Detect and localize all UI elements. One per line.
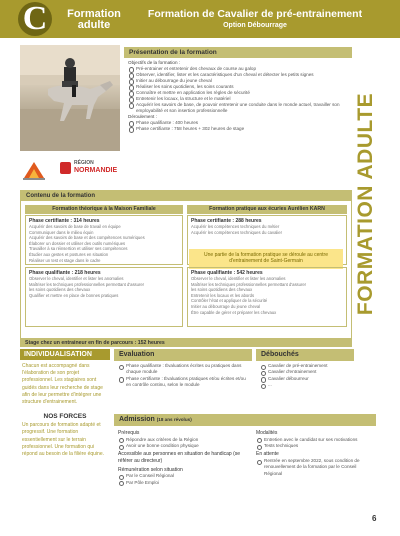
maison-familiale-logo [20, 158, 48, 182]
list-item: Cavalier de pré-entrainement [260, 363, 350, 369]
stage-bar: Stage chez un entraineur en fin de parcours : 152 heures [20, 338, 352, 347]
list-item: Avoir une bonne condition physique [118, 443, 246, 449]
list-item: Entretien avec le candidat sur ses motivations [256, 437, 372, 443]
objectifs-label: Objectifs de la formation : [128, 60, 181, 65]
list-item: Acquérir les savoirs de base, de pouvoir entretenir une conduite dans le monde actuel, travailler son employabilité et son insertion professionnelle [128, 102, 348, 114]
page-subtitle: Option Débourrage [223, 22, 287, 29]
page-number: 6 [372, 514, 377, 523]
list-item: ... [260, 382, 350, 388]
list-item: Observer, identifier, lister et les caractéristiques d'un cheval et détecter les petits signes [128, 72, 348, 78]
region-mark-icon [60, 162, 71, 174]
presentation-section [124, 47, 352, 132]
duree-label: Déroulement : [128, 114, 157, 119]
header-banner [0, 0, 400, 38]
debouches-section [256, 349, 354, 391]
list-item: Pré-entrainer et entretenir des chevaux de course au galop [128, 66, 348, 72]
contenu-title: Contenu de la formation [21, 191, 351, 201]
pratique-callout: Une partie de la formation pratique se déroule au centre d'entrainement de Saint-Germain [189, 249, 343, 269]
objectifs-list [128, 66, 348, 114]
debouches-title: Débouchés [256, 349, 354, 361]
vertical-label: FORMATION ADULTE [354, 92, 377, 316]
formation-adulte-label: Formation adulte [67, 8, 121, 31]
list-item: Connaître et mettre en application les règles de sécurité [128, 90, 348, 96]
list-item: Répondre aux critères de la Région [118, 437, 246, 443]
admission-section [114, 414, 376, 485]
col-head-theorique: Formation théorique à la Maison Familiale [25, 205, 183, 214]
list-item: Phase qualifiante : 400 heures [128, 120, 348, 126]
admission-col-left: Prérequis Répondre aux critères de la Région Avoir une bonne condition physique Accessible aux personnes en situation de handicap (se référer au directeur) Rémunération selon situation Par le Conseil Régional Par Pôle Emploi [118, 428, 246, 486]
list-item: Tests techniques [256, 443, 372, 449]
individualisation-title: INDIVIDUALISATION [20, 349, 110, 360]
c-logo: C [18, 2, 52, 36]
individualisation-text: Chacun est accompagné dans l'élaboration de son projet professionnel. Les stagiaires sont guidés dans leur recherche de stage afin de leur permettre d'intégrer une structure d'entrainement. [22, 363, 103, 406]
partner-logos [20, 156, 120, 184]
list-item: Rentrée en septembre 2022, sous condition de renouvellement de la formation par le Conseil Régional [256, 458, 372, 477]
list-item: Entretenir les locaux, la structure et le matériel [128, 96, 348, 102]
individualisation-section [20, 349, 110, 460]
list-item: Phase qualifiante : Évaluations écrites ou pratiques dans chaque module [118, 363, 248, 376]
forces-title: NOS FORCES [43, 413, 87, 421]
list-item: Par Pôle Emploi [118, 480, 246, 486]
presentation-title: Présentation de la formation [124, 47, 352, 58]
rider-horse-illustration [20, 45, 120, 151]
list-item: Réaliser les soins quotidiens, les soins courants [128, 84, 348, 90]
list-item: Initier au débourrage du jeune cheval [128, 78, 348, 84]
cell-pratique-certifiante: Phase certifiante : 288 heures Acquérir les compétences techniques du métier Acquérir les compétences techniques du cavalier [187, 215, 347, 265]
list-item: Cavalier d'entrainement [260, 369, 350, 375]
forces-text: Un parcours de formation adapté et progressif. Une formation essentiellement sur le terrain professionnel. Une formation qui répond au besoin de la filière équine. [22, 422, 105, 458]
rider-horse-photo [20, 45, 120, 151]
region-normandie-logo: RÉGION NORMANDIE [60, 160, 120, 180]
list-item: Phase certifiante : 758 heures + 302 heures de stage [128, 126, 348, 132]
contenu-section [20, 190, 352, 346]
cell-pratique-qualifiante: Phase qualifiante : 542 heures Observer le cheval, identifier et lister les anomalies Maîtriser les techniques professionnelles permettant d'assurer les soins quotidiens des chevaux Entretenir les locaux et les abords Contrôler l'état et appliquer de la sécurité Initier au débourrage du jeune cheval Être capable de gérer et préparer les chevaux [187, 267, 347, 327]
page-title: Formation de Cavalier de pré-entrainement [147, 8, 363, 20]
admission-col-right: Modalités Entretien avec le candidat sur ses motivations Tests techniques En attente Rentrée en septembre 2022, sous condition de renouvellement de la formation par le Conseil Régional [256, 428, 372, 477]
cell-theorique-certifiante: Phase certifiante : 314 heures Acquérir des savoirs de base de travail en équipe Communiquer dans le milieu équin Acquérir des savoirs de base et des compétences numériques Élaborer un dossier et utiliser des outils numériques Travailler à sa réinsertion et utiliser ses compétences Étudier aux gestes et postures en situation Réaliser un test et stage dans le cadre [25, 215, 183, 265]
list-item: Par le Conseil Régional [118, 473, 246, 479]
evaluation-title: Evaluation [114, 349, 252, 361]
cell-theorique-qualifiante: Phase qualifiante : 218 heures Observer le cheval, identifier et lister les anomalies Maîtriser les techniques professionnelles permettant d'assurer les soins quotidiens des chevaux Qualifier et mettre en place de bonnes pratiques [25, 267, 183, 327]
admission-title: Admission (18 ans révolus) [114, 414, 376, 426]
evaluation-section [114, 349, 252, 391]
list-item: Cavalier débourreur [260, 376, 350, 382]
list-item: Phase certifiante : Évaluations pratiques et/ou écrites et/ou en contrôle continu, selon le module [118, 376, 248, 389]
col-head-pratique: Formation pratique aux écuries Aurélien KARN [187, 205, 347, 214]
